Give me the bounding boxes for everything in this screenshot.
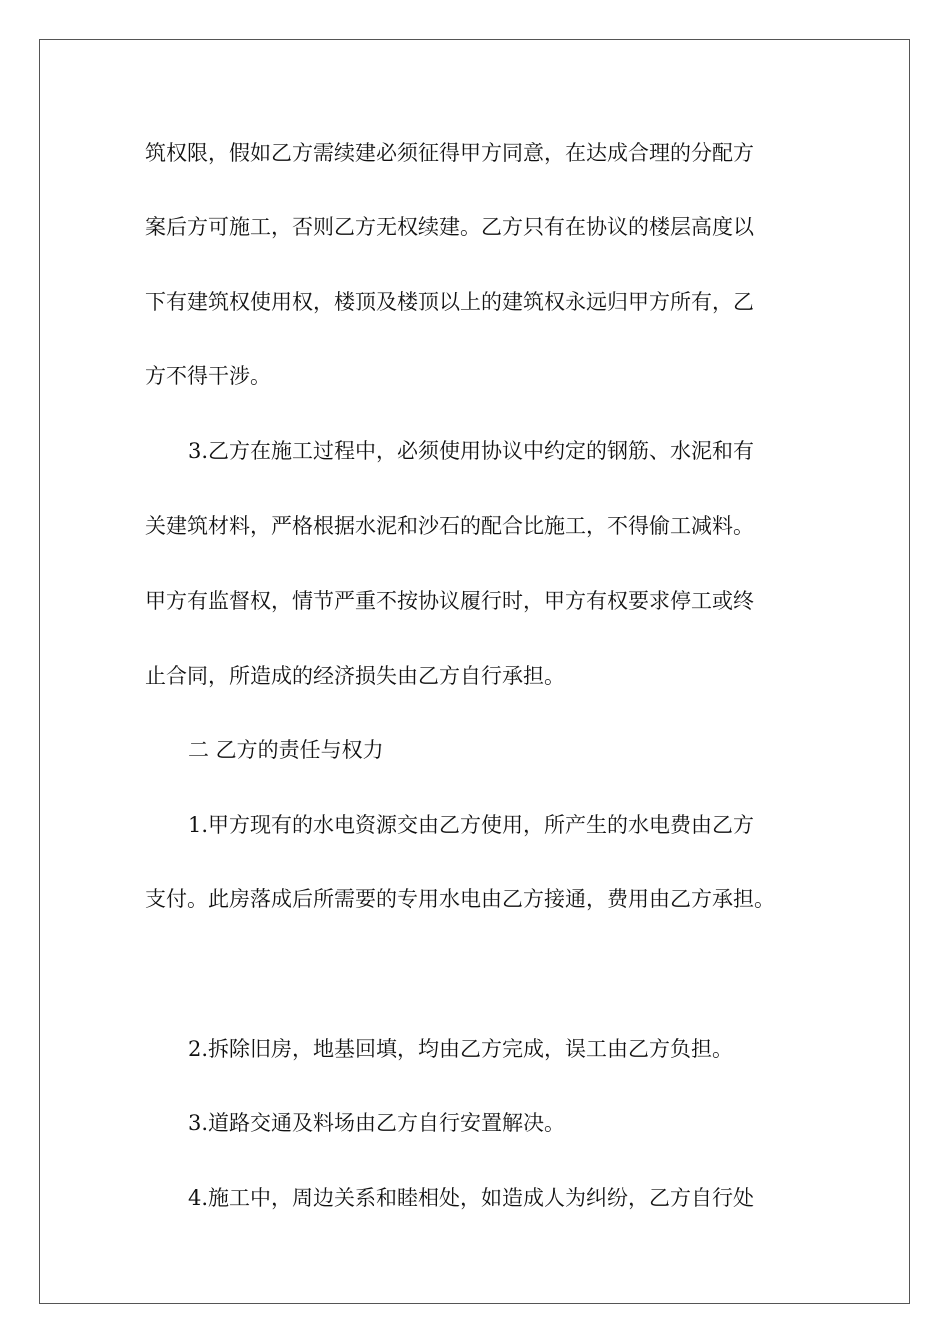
paragraph-line: 支付。此房落成后所需要的专用水电由乙方接通，费用由乙方承担。: [145, 887, 775, 911]
paragraph-line: 筑权限，假如乙方需续建必须征得甲方同意，在达成合理的分配方: [145, 141, 754, 165]
paragraph-line: 下有建筑权使用权，楼顶及楼顶以上的建筑权永远归甲方所有，乙: [145, 290, 754, 314]
section-heading: 二 乙方的责任与权力: [188, 738, 384, 762]
paragraph-line: 方不得干涉。: [145, 364, 271, 388]
paragraph-line: 1.甲方现有的水电资源交由乙方使用，所产生的水电费由乙方: [188, 813, 755, 837]
paragraph-line: 3.乙方在施工过程中，必须使用协议中约定的钢筋、水泥和有: [188, 439, 755, 463]
paragraph-line: 3.道路交通及料场由乙方自行安置解决。: [188, 1111, 566, 1135]
paragraph-line: 止合同，所造成的经济损失由乙方自行承担。: [145, 664, 565, 688]
paragraph-line: 案后方可施工，否则乙方无权续建。乙方只有在协议的楼层高度以: [145, 215, 754, 239]
paragraph-line: 2.拆除旧房，地基回填，均由乙方完成，误工由乙方负担。: [188, 1037, 734, 1061]
paragraph-line: 甲方有监督权，情节严重不按协议履行时，甲方有权要求停工或终: [145, 589, 754, 613]
paragraph-line: 4.施工中，周边关系和睦相处，如造成人为纠纷，乙方自行处: [188, 1186, 755, 1210]
paragraph-line: 关建筑材料，严格根据水泥和沙石的配合比施工，不得偷工减料。: [145, 514, 754, 538]
